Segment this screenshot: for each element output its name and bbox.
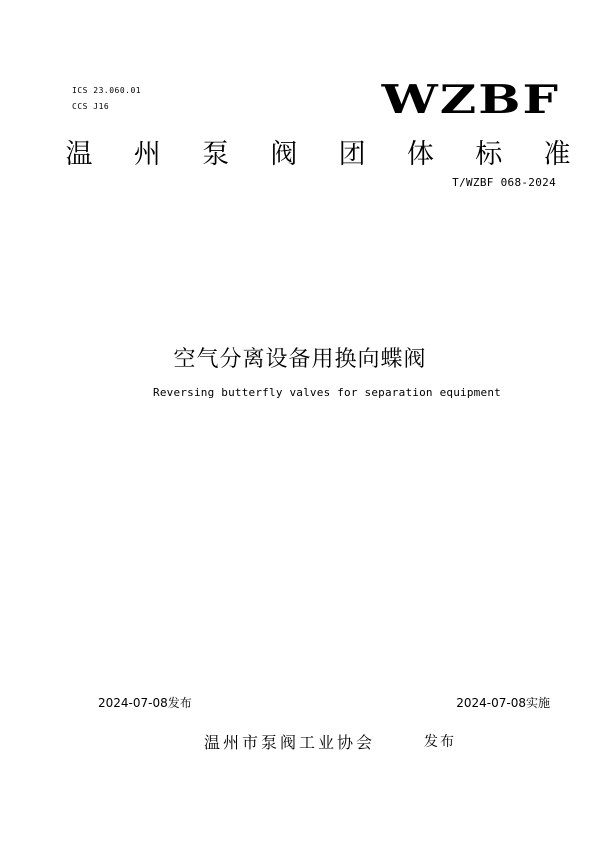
document-title-english: Reversing butterfly valves for separation equipment: [153, 386, 501, 399]
org-title-char: 体: [406, 139, 434, 170]
publish-label: 发布: [424, 734, 456, 750]
org-title-char: 标: [475, 139, 503, 170]
org-title-char: 泵: [202, 139, 230, 170]
org-title-char: 阀: [270, 139, 298, 170]
org-title-char: 州: [133, 139, 161, 170]
standard-number: T/WZBF 068-2024: [452, 176, 556, 189]
org-title-char: 准: [543, 139, 571, 170]
document-title-chinese: 空气分离设备用换向蝶阀: [173, 347, 427, 372]
publisher-name: 温州市泵阀工业协会: [204, 733, 376, 752]
implementation-date: 2024-07-08实施: [456, 696, 550, 710]
ics-code: ICS 23.060.01: [72, 86, 142, 95]
wzbf-logo: WZBF: [381, 76, 560, 123]
ccs-code: CCS J16: [72, 102, 110, 111]
org-title-char: 温: [65, 139, 93, 170]
issue-date: 2024-07-08发布: [98, 696, 192, 710]
org-title-char: 团: [338, 139, 366, 170]
organization-standard-title: [62, 138, 574, 172]
